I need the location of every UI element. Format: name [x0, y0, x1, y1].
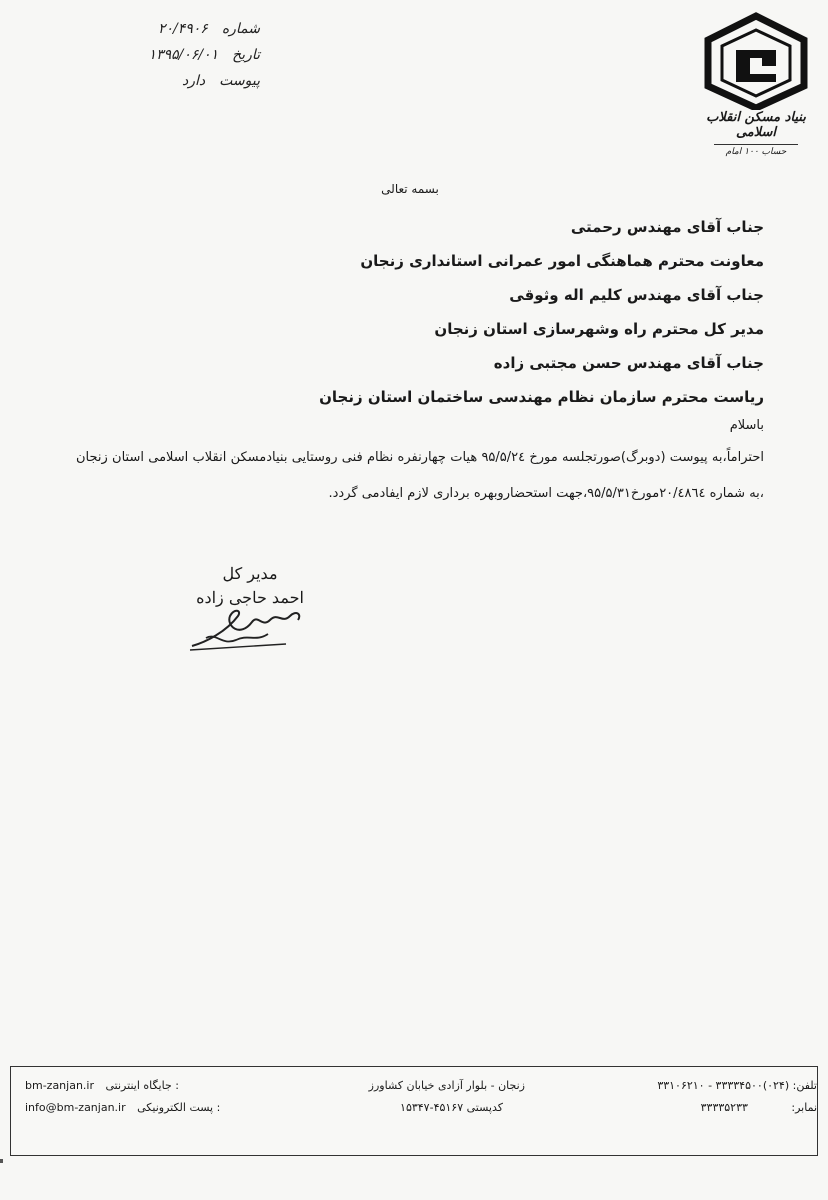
letter-number-value: ۲۰/۴۹۰۶	[157, 21, 208, 37]
letter-number-label: شماره	[221, 21, 260, 37]
recipient-line: جناب آقای مهندس رحمتی	[570, 218, 764, 236]
letter-date-label: تاریخ	[232, 47, 260, 63]
footer-phone	[571, 1067, 817, 1155]
fax-label: نمابر:	[791, 1101, 817, 1114]
letter-attachment-label: پیوست	[219, 73, 260, 89]
postal-code: کدپستی ۴۵۱۶۷-۱۵۳۴۷	[400, 1101, 503, 1114]
footer-address	[311, 1067, 531, 1155]
recipient-line: مدیر کل محترم راه وشهرسازی استان زنجان	[434, 320, 764, 338]
recipient-line: جناب آقای مهندس کلیم اله وثوقی	[509, 286, 764, 304]
phone-label: تلفن:	[792, 1079, 817, 1092]
recipient-list	[284, 210, 764, 414]
basmala: بسمه تعالی	[381, 182, 439, 196]
organization-account: حساب ۱۰۰ امام	[714, 144, 798, 157]
house-emblem-icon	[700, 12, 812, 110]
greeting: باسلام	[729, 418, 764, 433]
signer-title: مدیر کل	[222, 564, 278, 583]
website-link[interactable]: bm-zanjan.ir	[25, 1079, 94, 1092]
letter-number-row	[110, 16, 260, 42]
letter-date-value: ۱۳۹۵/۰۶/۰۱	[148, 47, 219, 63]
handwritten-signature	[186, 602, 306, 654]
scan-edge-mark	[0, 1159, 3, 1163]
footer-email-row	[25, 1101, 220, 1114]
organization-logo	[700, 12, 812, 160]
signer-name: احمد حاجی زاده	[196, 588, 304, 607]
organization-name: بنیاد مسکن انقلاب اسلامی	[706, 110, 806, 140]
letter-attachment-value: دارد	[182, 73, 206, 89]
letter-body: احتراماً،به پیوست (دوبرگ)صورتجلسه مورخ ۹۵/۵/۲٤ هیات چهارنفره نظام فنی روستایی بنیادمسکن انقلاب اسلامی استان زنجان ،به شماره ۲۰/٤۸٦٤مورخ۹۵/۵/۳۱،جهت استحضاروبهره برداری لازم ایفادمی گردد.	[76, 450, 764, 501]
phone-number: (۰۲۴)۳۳۳۳۴۵۰۰ - ۳۳۱۰۶۲۱۰	[657, 1079, 790, 1092]
letter-footer	[10, 1066, 818, 1156]
email-link[interactable]: info@bm-zanjan.ir	[25, 1101, 126, 1114]
letter-date-row	[110, 42, 260, 68]
website-label: جایگاه اینترنتی :	[105, 1079, 179, 1092]
letter-meta	[110, 16, 260, 94]
fax-row	[701, 1101, 817, 1114]
recipient-line: ریاست محترم سازمان نظام مهندسی ساختمان استان زنجان	[319, 388, 764, 406]
phone-row	[657, 1079, 817, 1092]
email-label: پست الکترونیکی :	[137, 1101, 221, 1114]
fax-number: ۳۳۳۳۵۲۳۳	[700, 1101, 748, 1114]
address-text: زنجان - بلوار آزادی خیابان کشاورز	[368, 1079, 525, 1092]
footer-web-row	[25, 1079, 179, 1092]
footer-contact-web	[25, 1067, 285, 1155]
recipient-line: جناب آقای مهندس حسن مجتبی زاده	[493, 354, 764, 372]
recipient-line: معاونت محترم هماهنگی امور عمرانی استانداری زنجان	[360, 252, 764, 270]
letter-attachment-row	[110, 68, 260, 94]
